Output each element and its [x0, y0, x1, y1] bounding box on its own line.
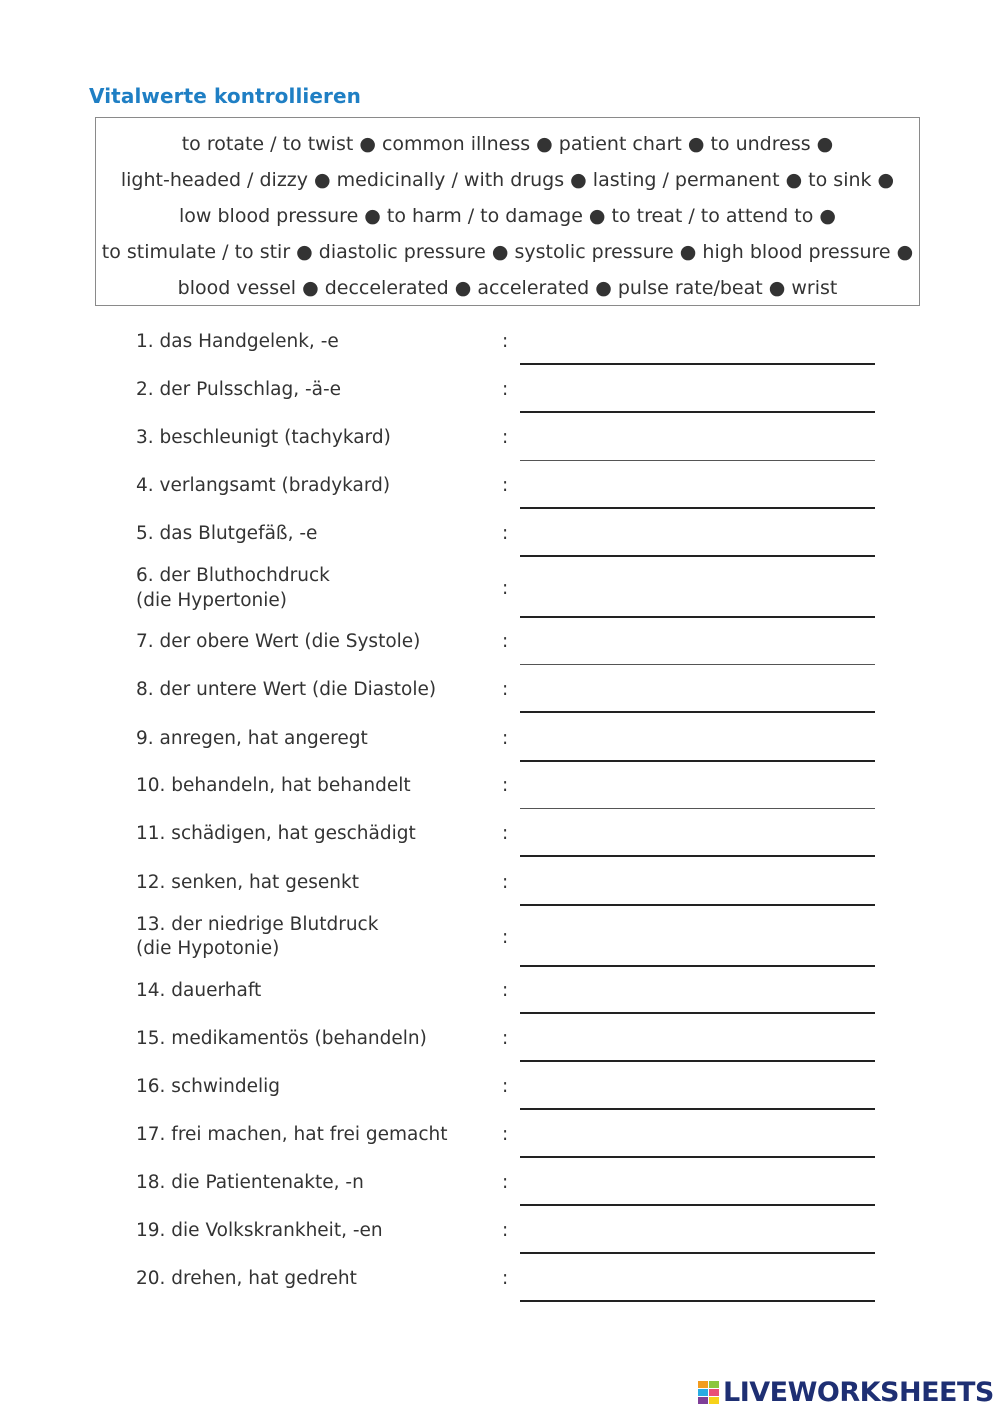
item-colon: : [502, 475, 509, 496]
answer-input[interactable] [520, 379, 875, 413]
item-colon: : [502, 775, 509, 796]
liveworksheets-logo-icon [698, 1379, 720, 1407]
item-colon: : [502, 331, 509, 352]
item-label: 6. der Bluthochdruck [136, 565, 330, 586]
item-label: 8. der untere Wert (die Diastole) [136, 679, 437, 700]
answer-input[interactable] [520, 872, 875, 906]
item-colon: : [502, 1028, 509, 1049]
item-colon: : [502, 379, 509, 400]
item-colon: : [502, 1268, 509, 1289]
word-bank-line: light-headed / dizzy ● medicinally / with drugs ● lasting / permanent ● to sink ● [120, 169, 895, 191]
item-colon: : [502, 927, 509, 948]
page-title: Vitalwerte kontrollieren [89, 84, 361, 108]
item-label: 19. die Volkskrankheit, -en [136, 1220, 383, 1241]
item-label: 1. das Handgelenk, -e [136, 331, 339, 352]
answer-input[interactable] [520, 679, 875, 713]
item-colon: : [502, 679, 509, 700]
item-label: 2. der Pulsschlag, -ä-e [136, 379, 342, 400]
answer-input[interactable] [520, 523, 875, 557]
answer-input[interactable] [520, 1220, 875, 1254]
item-colon: : [502, 872, 509, 893]
item-colon: : [502, 1076, 509, 1097]
answer-input[interactable] [520, 584, 875, 618]
item-label: 3. beschleunigt (tachykard) [136, 427, 391, 448]
item-label-secondary: (die Hypertonie) [136, 590, 287, 611]
item-colon: : [502, 1124, 509, 1145]
answer-input[interactable] [520, 1076, 875, 1110]
word-bank-box [95, 117, 920, 306]
word-bank-line: to stimulate / to stir ● diastolic pressure ● systolic pressure ● high blood pressure ● [101, 241, 914, 263]
item-colon: : [502, 823, 509, 844]
item-colon: : [502, 523, 509, 544]
answer-input[interactable] [520, 1028, 875, 1062]
item-label: 9. anregen, hat angeregt [136, 728, 368, 749]
answer-input[interactable] [520, 427, 875, 461]
item-label: 17. frei machen, hat frei gemacht [136, 1124, 448, 1145]
answer-input[interactable] [520, 1124, 875, 1158]
word-bank-line: to rotate / to twist ● common illness ● patient chart ● to undress ● [181, 133, 834, 155]
liveworksheets-logo[interactable] [698, 1377, 994, 1409]
item-colon: : [502, 631, 509, 652]
answer-input[interactable] [520, 1172, 875, 1206]
item-colon: : [502, 980, 509, 1001]
item-colon: : [502, 1172, 509, 1193]
item-label: 18. die Patientenakte, -n [136, 1172, 364, 1193]
item-label: 4. verlangsamt (bradykard) [136, 475, 391, 496]
answer-input[interactable] [520, 933, 875, 967]
word-bank-line: blood vessel ● deccelerated ● accelerated ● pulse rate/beat ● wrist [177, 277, 838, 299]
item-label: 7. der obere Wert (die Systole) [136, 631, 421, 652]
item-label: 15. medikamentös (behandeln) [136, 1028, 427, 1049]
answer-input[interactable] [520, 631, 875, 665]
word-bank-line: low blood pressure ● to harm / to damage ● to treat / to attend to ● [179, 205, 836, 227]
item-colon: : [502, 578, 509, 599]
answer-input[interactable] [520, 1268, 875, 1302]
item-label: 13. der niedrige Blutdruck [136, 914, 379, 935]
item-colon: : [502, 427, 509, 448]
item-label: 12. senken, hat gesenkt [136, 872, 360, 893]
answer-input[interactable] [520, 728, 875, 762]
answer-input[interactable] [520, 980, 875, 1014]
item-label: 16. schwindelig [136, 1076, 280, 1097]
logo-text: LIVEWORKSHEETS [723, 1377, 994, 1408]
item-label: 10. behandeln, hat behandelt [136, 775, 411, 796]
item-label: 14. dauerhaft [136, 980, 262, 1001]
answer-input[interactable] [520, 775, 875, 809]
item-colon: : [502, 1220, 509, 1241]
answer-input[interactable] [520, 823, 875, 857]
item-label: 20. drehen, hat gedreht [136, 1268, 357, 1289]
answer-input[interactable] [520, 331, 875, 365]
item-colon: : [502, 728, 509, 749]
item-label: 11. schädigen, hat geschädigt [136, 823, 416, 844]
answer-input[interactable] [520, 475, 875, 509]
item-label: 5. das Blutgefäß, -e [136, 523, 318, 544]
item-label-secondary: (die Hypotonie) [136, 938, 280, 959]
